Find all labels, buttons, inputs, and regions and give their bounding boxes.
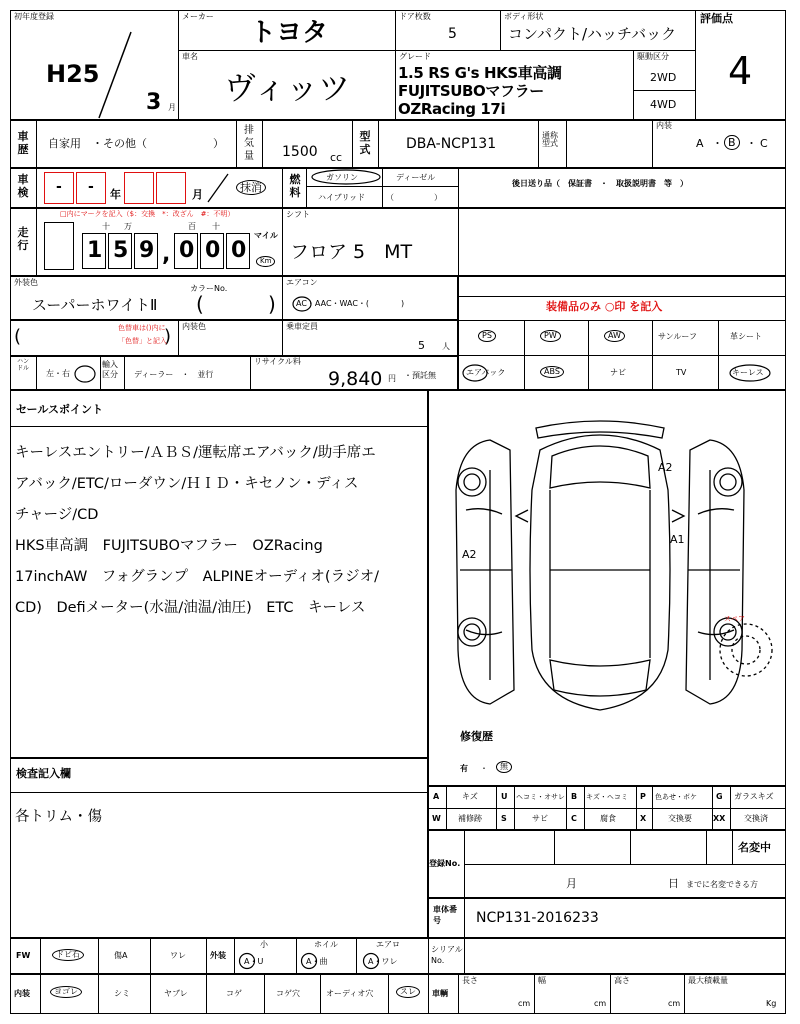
equip-aw: AW <box>604 330 625 342</box>
equip-leather: 革シート <box>730 332 762 341</box>
capacity-unit: 人 <box>442 342 450 351</box>
recycle-label: リサイクル料 <box>254 357 301 366</box>
name-change-pending: 名変中 <box>738 841 771 854</box>
interior-check-burn-hole: コゲ穴 <box>276 989 300 998</box>
exterior-check-scratch: 傷A <box>114 951 128 960</box>
grade-line-3: OZRacing 17i <box>398 100 506 118</box>
registration-deadline: までに名変できる方 <box>686 880 758 889</box>
car-name-label: 車名 <box>182 52 198 61</box>
wheel-a-circle <box>300 952 318 970</box>
fw-label: FW <box>16 951 31 960</box>
wheel-label: ホイル <box>314 940 338 949</box>
repair-no: 無 <box>496 761 512 773</box>
drive-label: 駆動区分 <box>637 52 669 61</box>
odometer-digit-5: 0 <box>205 238 221 263</box>
model-value: DBA-NCP131 <box>406 136 497 152</box>
small-value: A・U <box>244 957 264 966</box>
exterior-label: 外装 <box>210 951 226 960</box>
legend-code-xx: XX <box>713 814 726 823</box>
doors-value: 5 <box>448 26 457 42</box>
legend-code-w: W <box>432 814 441 823</box>
sales-point-line-3: チャージ/CD <box>15 507 99 523</box>
chassis-label: 車体番号 <box>433 905 457 925</box>
first-reg-month: 3 <box>146 90 162 115</box>
aero-label: エアロ <box>376 940 400 949</box>
fuel-gasoline: ガソリン <box>326 173 358 182</box>
damage-mark-a2-left: A2 <box>462 548 477 561</box>
legend-code-u: U <box>501 792 508 801</box>
fuel-hybrid: ハイブリッド <box>318 193 366 202</box>
interior-check-stain: シミ <box>114 989 130 998</box>
mileage-label: 走行 <box>17 226 29 252</box>
displacement-label: 排気量 <box>244 125 254 162</box>
repair-yes: 有 <box>460 764 468 773</box>
color-change-note-2: 「色替」と記入 <box>118 337 167 345</box>
sales-points-title: セールスポイント <box>16 403 104 416</box>
odometer-digit-3: 9 <box>139 238 155 263</box>
interior-color-label: 内装色 <box>182 322 206 331</box>
docs-label: 後日送り品（ 保証書 ・ 取扱説明書 等 ） <box>512 179 688 188</box>
fuel-diesel: ディーゼル <box>396 173 436 182</box>
inspection-slash <box>204 172 232 204</box>
wheel-value: A・曲 <box>306 957 328 966</box>
height-label: 高さ <box>614 976 630 985</box>
unit-10k: 万 <box>124 222 132 231</box>
interior-check-tear: ヤブレ <box>164 989 188 998</box>
shift-value: フロア 5 MT <box>290 241 413 263</box>
length-unit: cm <box>518 999 531 1008</box>
interior-check-burn: コゲ <box>226 989 242 998</box>
fuel-label: 燃料 <box>289 173 301 199</box>
km-label: Km <box>256 256 275 267</box>
legend-code-x: X <box>640 814 647 823</box>
equip-keyless-circle <box>728 364 772 382</box>
sales-point-line-5: 17inchAW フォグランプ ALPINEオーディオ(ラジオ/ <box>15 569 379 585</box>
color-no-paren-close: ) <box>268 292 276 316</box>
legend-code-a: A <box>433 792 440 801</box>
weight-label: 最大積載量 <box>688 976 728 985</box>
sales-point-line-6: CD) Defiメーター(水温/油温/油圧) ETC キーレス <box>15 600 366 616</box>
equip-tv: TV <box>676 368 687 377</box>
capacity-value: 5 <box>418 339 425 352</box>
aircon-value: AC・AAC・WAC・( ) <box>296 299 405 308</box>
inspection-month-box1 <box>124 172 154 204</box>
interior-c: C <box>760 137 768 150</box>
odometer-digit-6: 0 <box>231 238 247 263</box>
recycle-deposit: ・預託無 <box>404 371 436 380</box>
interior-check-dirt: ヨゴレ <box>50 986 82 998</box>
equipment-title: 装備品のみ ○印 を記入 <box>546 300 663 313</box>
inspection-notes-panel <box>10 758 428 938</box>
equip-pw: PW <box>540 330 561 342</box>
legend-label-a: キズ <box>462 792 478 801</box>
repair-label: 修復歴 <box>460 730 493 743</box>
sales-point-line-1: キーレスエントリー/ＡＢＳ/運転席エアバック/助手席エ <box>15 445 376 461</box>
doors-label: ドア枚数 <box>399 12 431 21</box>
legend-label-c: 腐食 <box>600 814 616 823</box>
body-value: コンパクト/ハッチバック <box>508 25 677 43</box>
spare-label: スペア <box>724 615 745 623</box>
recycle-unit: 円 <box>388 374 396 383</box>
width-label: 幅 <box>538 976 546 985</box>
inspection-notes-text: 各トリム・傷 <box>15 809 102 825</box>
equip-ps: PS <box>478 330 496 342</box>
unit-10k-upper: 十 <box>102 222 110 231</box>
registration-day: 日 <box>668 877 679 890</box>
unit-100: 百 <box>188 222 196 231</box>
legend-label-s: サビ <box>532 814 548 823</box>
recycle-value: 9,840 <box>328 368 383 390</box>
car-name-value: ヴィッツ <box>224 69 351 107</box>
inspection-none: 抹消 <box>236 180 266 195</box>
score-value: 4 <box>728 49 753 93</box>
interior-label: 内装 <box>656 121 672 130</box>
score-label: 評価点 <box>700 12 733 25</box>
fuel-other: （ ） <box>386 193 442 202</box>
legend-code-g: G <box>716 792 723 801</box>
fuel-gasoline-circle <box>310 169 382 185</box>
history-label: 車歴 <box>17 130 29 156</box>
body-label: ボディ形状 <box>504 12 544 21</box>
legend-label-p: 色あせ・ボケ <box>655 793 697 801</box>
interior-b: B <box>724 135 740 150</box>
odometer-digit-4: 0 <box>179 238 195 263</box>
odometer-comma: , <box>162 242 171 267</box>
height-unit: cm <box>668 999 681 1008</box>
equip-abs: ABS <box>540 366 564 378</box>
equip-keyless: キーレス <box>732 368 764 377</box>
inspection-year-unit: 年 <box>110 188 121 201</box>
sales-point-line-4: HKS車高調 FUJITSUBOマフラー OZRacing <box>15 538 323 554</box>
legend-code-p: P <box>640 792 646 801</box>
legend-code-s: S <box>501 814 507 823</box>
mile-label: マイル <box>254 231 278 240</box>
width-unit: cm <box>594 999 607 1008</box>
inspection-month-unit: 月 <box>192 188 203 201</box>
shift-label: シフト <box>286 210 310 219</box>
capacity-label: 乗車定員 <box>286 322 318 331</box>
legend-code-c: C <box>571 814 577 823</box>
aero-a-circle <box>362 952 380 970</box>
dims-label: 車輌 <box>432 989 448 998</box>
aircon-ac-circle <box>292 296 312 312</box>
color-change-paren-close: ) <box>164 326 172 347</box>
grade-line-2: FUJITSUBOマフラー <box>398 82 544 100</box>
serial-label: シリアルNo. <box>431 945 463 965</box>
inspection-dash2: - <box>88 179 94 195</box>
damage-mark-a2-top: A2 <box>658 461 673 474</box>
grade-line-1: 1.5 RS G's HKS車高調 <box>398 64 562 82</box>
legend-label-x: 交換要 <box>668 814 692 823</box>
legend-label-g: ガラスキズ <box>734 792 774 801</box>
aircon-label: エアコン <box>286 278 318 287</box>
interior-a: A <box>696 137 704 150</box>
mileage-tamper-box <box>44 222 74 270</box>
import-label: 輸入区分 <box>102 360 118 379</box>
legend-code-b: B <box>571 792 578 801</box>
aero-value: A・ワレ <box>368 957 398 966</box>
sales-point-line-2: アバック/ETC/ローダウン/ＨＩＤ・キセノン・ディス <box>15 476 359 492</box>
unit-10: 十 <box>212 222 220 231</box>
inspection-label: 車検 <box>17 173 29 199</box>
drive-2wd: 2WD <box>650 71 677 84</box>
color-no-paren-open: ( <box>196 292 204 316</box>
maker-label: メーカー <box>182 12 214 21</box>
exterior-check-crack: ワレ <box>170 951 186 960</box>
drive-4wd: 4WD <box>650 98 677 111</box>
import-value: ディーラー ・ 並行 <box>134 370 214 379</box>
equip-sunroof: サンルーフ <box>658 332 697 341</box>
legend-label-u: ヘコミ・オサレ <box>516 793 565 801</box>
mileage-note: □内にマークを記入（$：交換 *：改ざん #：不明） <box>60 210 235 218</box>
exterior-check-chip: ドビ石 <box>52 949 84 961</box>
interior-row-label: 内装 <box>14 989 30 998</box>
chassis-value: NCP131-2016233 <box>476 910 599 926</box>
first-reg-label: 初年度登録 <box>14 12 54 21</box>
weight-unit: Kg <box>766 999 777 1008</box>
first-reg-month-unit: 月 <box>168 103 176 112</box>
first-reg-era: H25 <box>46 60 100 88</box>
model-label: 型式 <box>359 130 371 156</box>
odometer-digit-2: 5 <box>113 238 129 263</box>
grade-label: グレード <box>399 52 431 61</box>
legend-label-xx: 交換済 <box>744 814 768 823</box>
interior-check-audio-hole: オーディオ穴 <box>326 989 374 998</box>
first-reg-slash <box>95 30 135 120</box>
inspection-notes-title: 検査記入欄 <box>16 767 71 780</box>
car-diagram <box>440 410 780 730</box>
interior-check-wear: スレ <box>396 986 420 998</box>
handle-right-circle <box>74 365 96 383</box>
damage-mark-a1: A1 <box>670 533 685 546</box>
color-change-row <box>10 320 458 356</box>
equip-navi: ナビ <box>610 368 626 377</box>
registration-month: 月 <box>566 877 577 890</box>
color-change-paren-open: ( <box>14 326 22 347</box>
handle-value: 左・右 <box>46 369 70 378</box>
small-a-circle <box>238 952 256 970</box>
color-change-note-1: 色替車は()内に <box>118 324 166 332</box>
history-value: 自家用 ・その他（ ） <box>48 137 224 150</box>
exterior-color-value: スーパーホワイトⅡ <box>32 296 158 314</box>
small-label: 小 <box>260 940 268 949</box>
equip-airbag-circle <box>462 364 488 382</box>
legend-label-w: 補修跡 <box>458 814 482 823</box>
equip-airbag: エアバック <box>466 368 506 377</box>
exterior-color-label: 外装色 <box>14 278 38 287</box>
inspection-month-box2 <box>156 172 186 204</box>
odometer-digit-1: 1 <box>87 238 103 263</box>
legend-label-b: キズ・ヘコミ <box>586 793 628 801</box>
registration-label: 登録No. <box>429 859 461 868</box>
length-label: 長さ <box>462 976 478 985</box>
maker-value: トヨタ <box>250 18 329 48</box>
displacement-unit: cc <box>330 151 343 164</box>
handle-label: ハンドル <box>16 358 29 372</box>
common-model-label: 通称型式 <box>542 131 558 148</box>
color-no-label: カラーNo. <box>190 284 228 293</box>
inspection-dash1: - <box>56 179 62 195</box>
displacement-value: 1500 <box>282 144 318 160</box>
